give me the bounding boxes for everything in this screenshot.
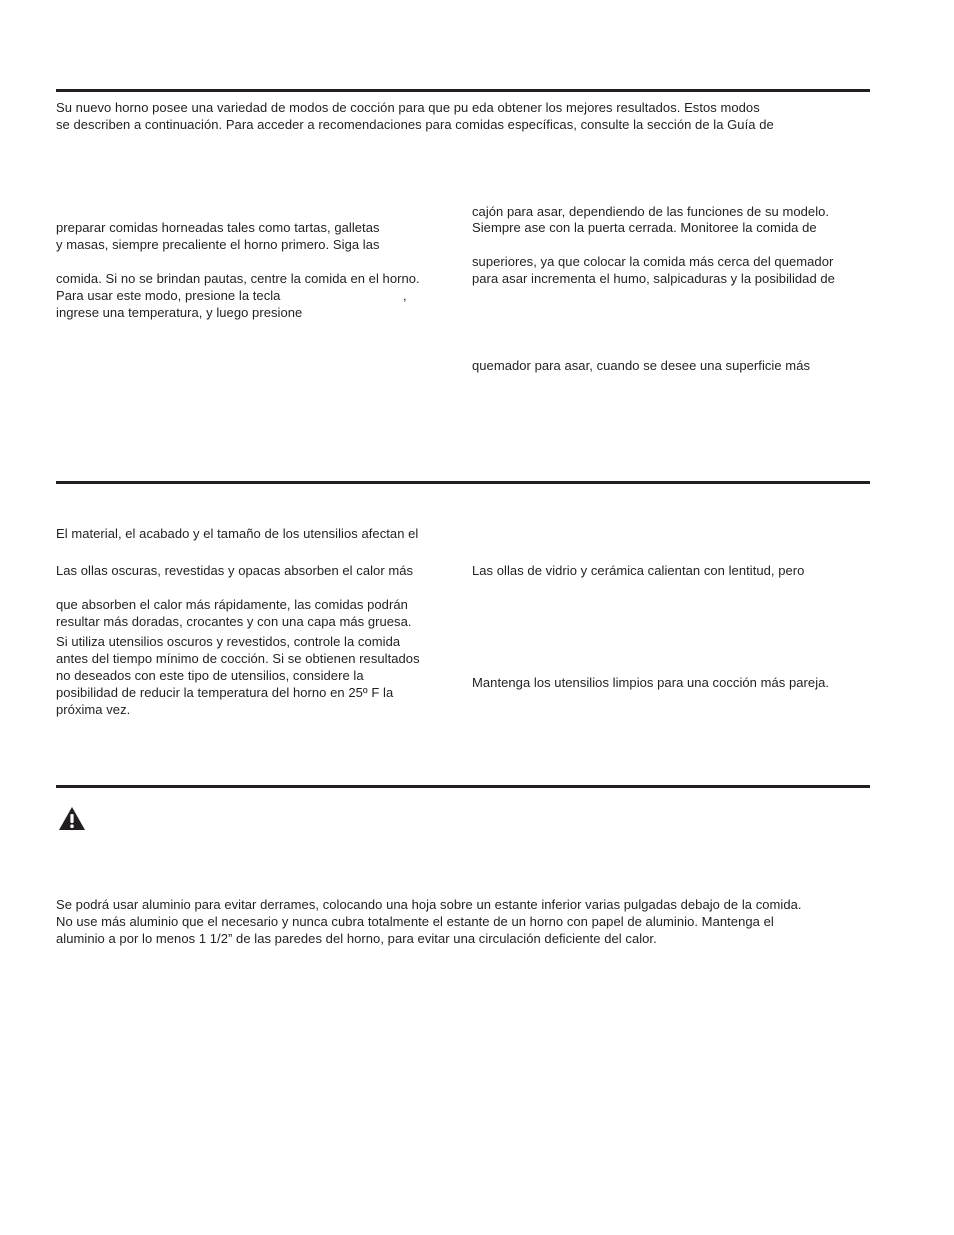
section-rule-foil [56,785,870,788]
cookware-text-line: no deseados con este tipo de utensilios, considere la [56,668,364,683]
foil-text-line: aluminio a por lo menos 1 1/2” de las paredes del horno, para evitar una circulación deficiente del calor. [56,931,657,946]
section-rule-cookware [56,481,870,484]
bake-text-line: Para usar este modo, presione la tecla [56,288,281,303]
broil-text-line: para asar incrementa el humo, salpicaduras y la posibilidad de [472,271,835,286]
foil-text-line: Se podrá usar aluminio para evitar derrames, colocando una hoja sobre un estante inferior varias pulgadas debajo de la comida. [56,897,802,912]
cookware-text-line: antes del tiempo mínimo de cocción. Si se obtienen resultados [56,651,420,666]
cookware-text-line: resultar más doradas, crocantes y con una capa más gruesa. [56,614,412,629]
section-rule-cooking-modes [56,89,870,92]
bake-text-line: ingrese una temperatura, y luego presione [56,305,303,320]
cookware-text-line: Las ollas de vidrio y cerámica calientan con lentitud, pero [472,563,805,578]
cookware-text-line: próxima vez. [56,702,131,717]
intro-text-line: se describen a continuación. Para acceder a recomendaciones para comidas específicas, consulte la sección de la Guía de [56,117,774,132]
intro-text-line: Su nuevo horno posee una variedad de modos de cocción para que pu eda obtener los mejores resultados. Estos modos [56,100,760,115]
cookware-text-line: que absorben el calor más rápidamente, las comidas podrán [56,597,408,612]
cookware-text-line: El material, el acabado y el tamaño de los utensilios afectan el [56,526,419,541]
bake-text-line: comida. Si no se brindan pautas, centre la comida en el horno. [56,271,420,286]
cookware-text-line: Las ollas oscuras, revestidas y opacas absorben el calor más [56,563,414,578]
cookware-text-line: Si utiliza utensilios oscuros y revestidos, controle la comida [56,634,401,649]
warning-triangle-icon [58,806,86,831]
broil-text-line: Siempre ase con la puerta cerrada. Monitoree la comida de [472,220,817,235]
bake-text-comma: , [403,288,407,303]
cookware-text-line: posibilidad de reducir la temperatura del horno en 25º F la [56,685,394,700]
broil-text-line: superiores, ya que colocar la comida más cerca del quemador [472,254,834,269]
bake-text-line: preparar comidas horneadas tales como tartas, galletas [56,220,380,235]
bake-text-line: y masas, siempre precaliente el horno primero. Siga las [56,237,380,252]
cookware-text-line: Mantenga los utensilios limpios para una cocción más pareja. [472,675,830,690]
broil-text-line: cajón para asar, dependiendo de las funciones de su modelo. [472,204,830,219]
foil-text-line: No use más aluminio que el necesario y nunca cubra totalmente el estante de un horno con papel de aluminio. Mantenga el [56,914,774,929]
broil-text-line: quemador para asar, cuando se desee una superficie más [472,358,811,373]
